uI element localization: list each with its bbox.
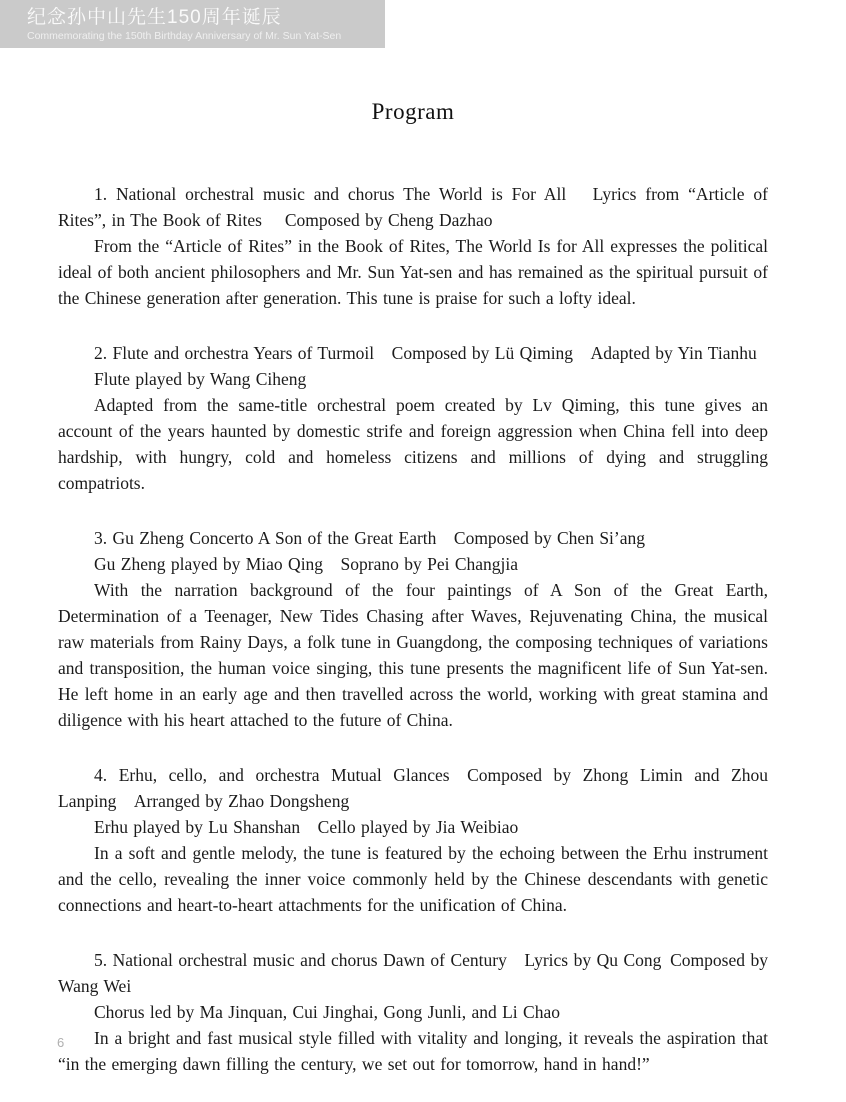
program-section-1 [58, 181, 768, 311]
section-performers: Gu Zheng played by Miao Qing Soprano by Pei Changjia [94, 554, 519, 574]
header-title-zh: 纪念孙中山先生150周年诞辰 [27, 7, 282, 28]
section-description: From the “Article of Rites” in the Book of Rites, The World Is for All expresses the political ideal of both ancient philosophers and Mr. Sun Yat-sen and has remained as the spiritual pursuit of the Chinese generation after generation. This tune is praise for such a lofty ideal. [58, 236, 768, 308]
section-heading: 2. Flute and orchestra Years of Turmoil Composed by Lü Qiming Adapted by Yin Tianhu [94, 343, 757, 363]
section-description: In a bright and fast musical style filled with vitality and longing, it reveals the aspiration that “in the emerging dawn filling the century, we set out for tomorrow, hand in hand!” [58, 1028, 768, 1074]
section-description: Adapted from the same-title orchestral poem created by Lv Qiming, this tune gives an account of the years haunted by domestic strife and foreign aggression when China fell into deep hardship, with hungry, cold and homeless citizens and millions of dying and struggling compatriots. [58, 395, 768, 493]
section-heading: 5. National orchestral music and chorus Dawn of Century Lyrics by Qu Cong Composed by Wang Wei [58, 950, 768, 996]
header-subtitle-en: Commemorating the 150th Birthday Anniversary of Mr. Sun Yat-Sen [27, 30, 342, 42]
program-section-5 [58, 947, 768, 1077]
program-section-2 [58, 340, 768, 496]
section-heading: 1. National orchestral music and chorus The World is For All Lyrics from “Article of Rites”, in The Book of Rites Composed by Cheng Dazhao [58, 184, 768, 230]
section-performers: Chorus led by Ma Jinquan, Cui Jinghai, Gong Junli, and Li Chao [94, 1002, 560, 1022]
program-section-3 [58, 525, 768, 733]
section-description: In a soft and gentle melody, the tune is featured by the echoing between the Erhu instrument and the cello, revealing the inner voice commonly held by the Chinese descendants with genetic connections and heart-to-heart attachments for the unification of China. [58, 843, 768, 915]
page-title: Program [371, 99, 455, 124]
program-section-4 [58, 762, 768, 918]
section-performers: Erhu played by Lu Shanshan Cello played by Jia Weibiao [94, 817, 519, 837]
page-number: 6 [57, 1035, 65, 1050]
section-performers: Flute played by Wang Ciheng [94, 369, 307, 389]
section-heading: 4. Erhu, cello, and orchestra Mutual Glances Composed by Zhong Limin and Zhou Lanping Arranged by Zhao Dongsheng [58, 765, 768, 811]
section-description: With the narration background of the four paintings of A Son of the Great Earth, Determination of a Teenager, New Tides Chasing after Waves, Rejuvenating China, the musical raw materials from Rainy Days, a folk tune in Guangdong, the composing techniques of variations and transposition, the human voice singing, this tune presents the magnificent life of Sun Yat-sen. He left home in an early age and then travelled across the world, working with great stamina and diligence with his heart attached to the future of China. [58, 580, 768, 730]
section-heading: 3. Gu Zheng Concerto A Son of the Great Earth Composed by Chen Si’ang [94, 528, 646, 548]
